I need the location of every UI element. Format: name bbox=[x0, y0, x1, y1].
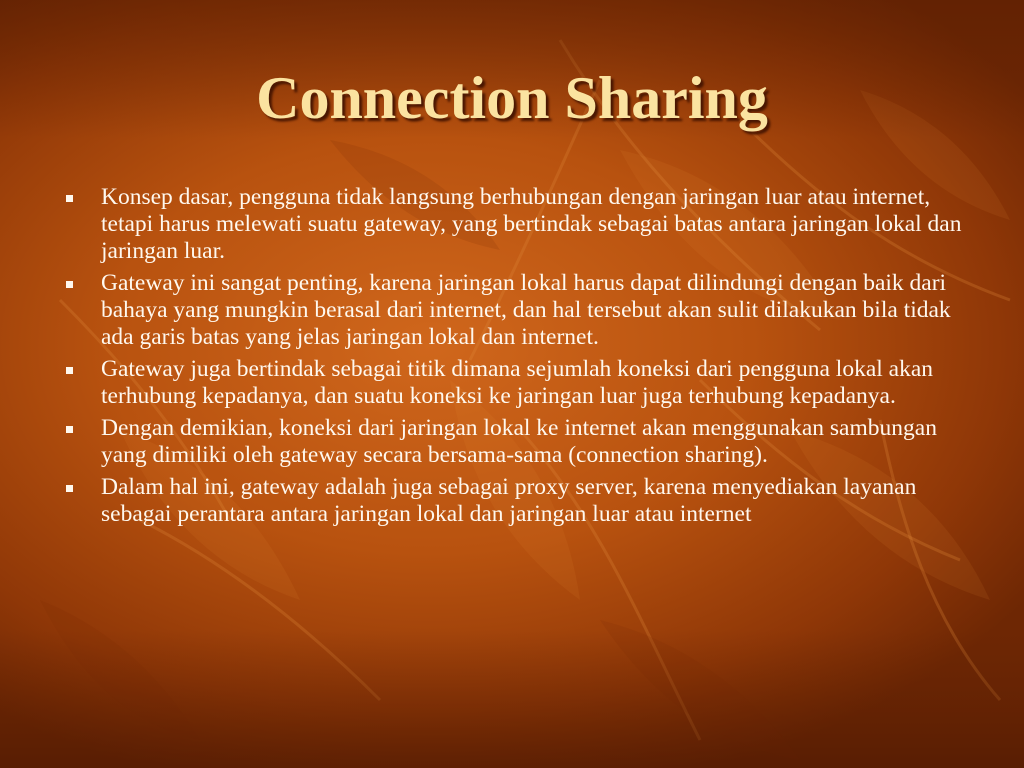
bullet-item bbox=[58, 415, 963, 469]
slide-title: Connection Sharing bbox=[256, 65, 768, 131]
square-bullet-icon bbox=[66, 485, 73, 492]
square-bullet-icon bbox=[66, 426, 73, 433]
bullet-text: Dalam hal ini, gateway adalah juga sebagai proxy server, karena menyediakan layanan sebagai perantara antara jaringan lokal dan jaringan luar atau internet bbox=[101, 474, 917, 527]
bullet-text: Dengan demikian, koneksi dari jaringan lokal ke internet akan menggunakan sambungan yang dimiliki oleh gateway secara bersama-sama (connection sharing). bbox=[101, 415, 937, 468]
square-bullet-icon bbox=[66, 195, 73, 202]
bullet-item bbox=[58, 184, 963, 265]
bullet-text: Konsep dasar, pengguna tidak langsung berhubungan dengan jaringan luar atau internet, tetapi harus melewati suatu gateway, yang bertindak sebagai batas antara jaringan lokal dan jaringan luar. bbox=[101, 184, 962, 264]
bullet-list bbox=[58, 184, 963, 533]
square-bullet-icon bbox=[66, 367, 73, 374]
bullet-item bbox=[58, 474, 963, 528]
square-bullet-icon bbox=[66, 281, 73, 288]
bullet-item bbox=[58, 356, 963, 410]
bullet-item bbox=[58, 270, 963, 351]
bullet-text: Gateway ini sangat penting, karena jaringan lokal harus dapat dilindungi dengan baik dari bahaya yang mungkin berasal dari internet, dan hal tersebut akan sulit dilakukan bila tidak ada garis batas yang jelas jaringan lokal dan internet. bbox=[101, 270, 951, 350]
bullet-text: Gateway juga bertindak sebagai titik dimana sejumlah koneksi dari pengguna lokal akan terhubung kepadanya, dan suatu koneksi ke jaringan luar juga terhubung kepadanya. bbox=[101, 356, 934, 409]
